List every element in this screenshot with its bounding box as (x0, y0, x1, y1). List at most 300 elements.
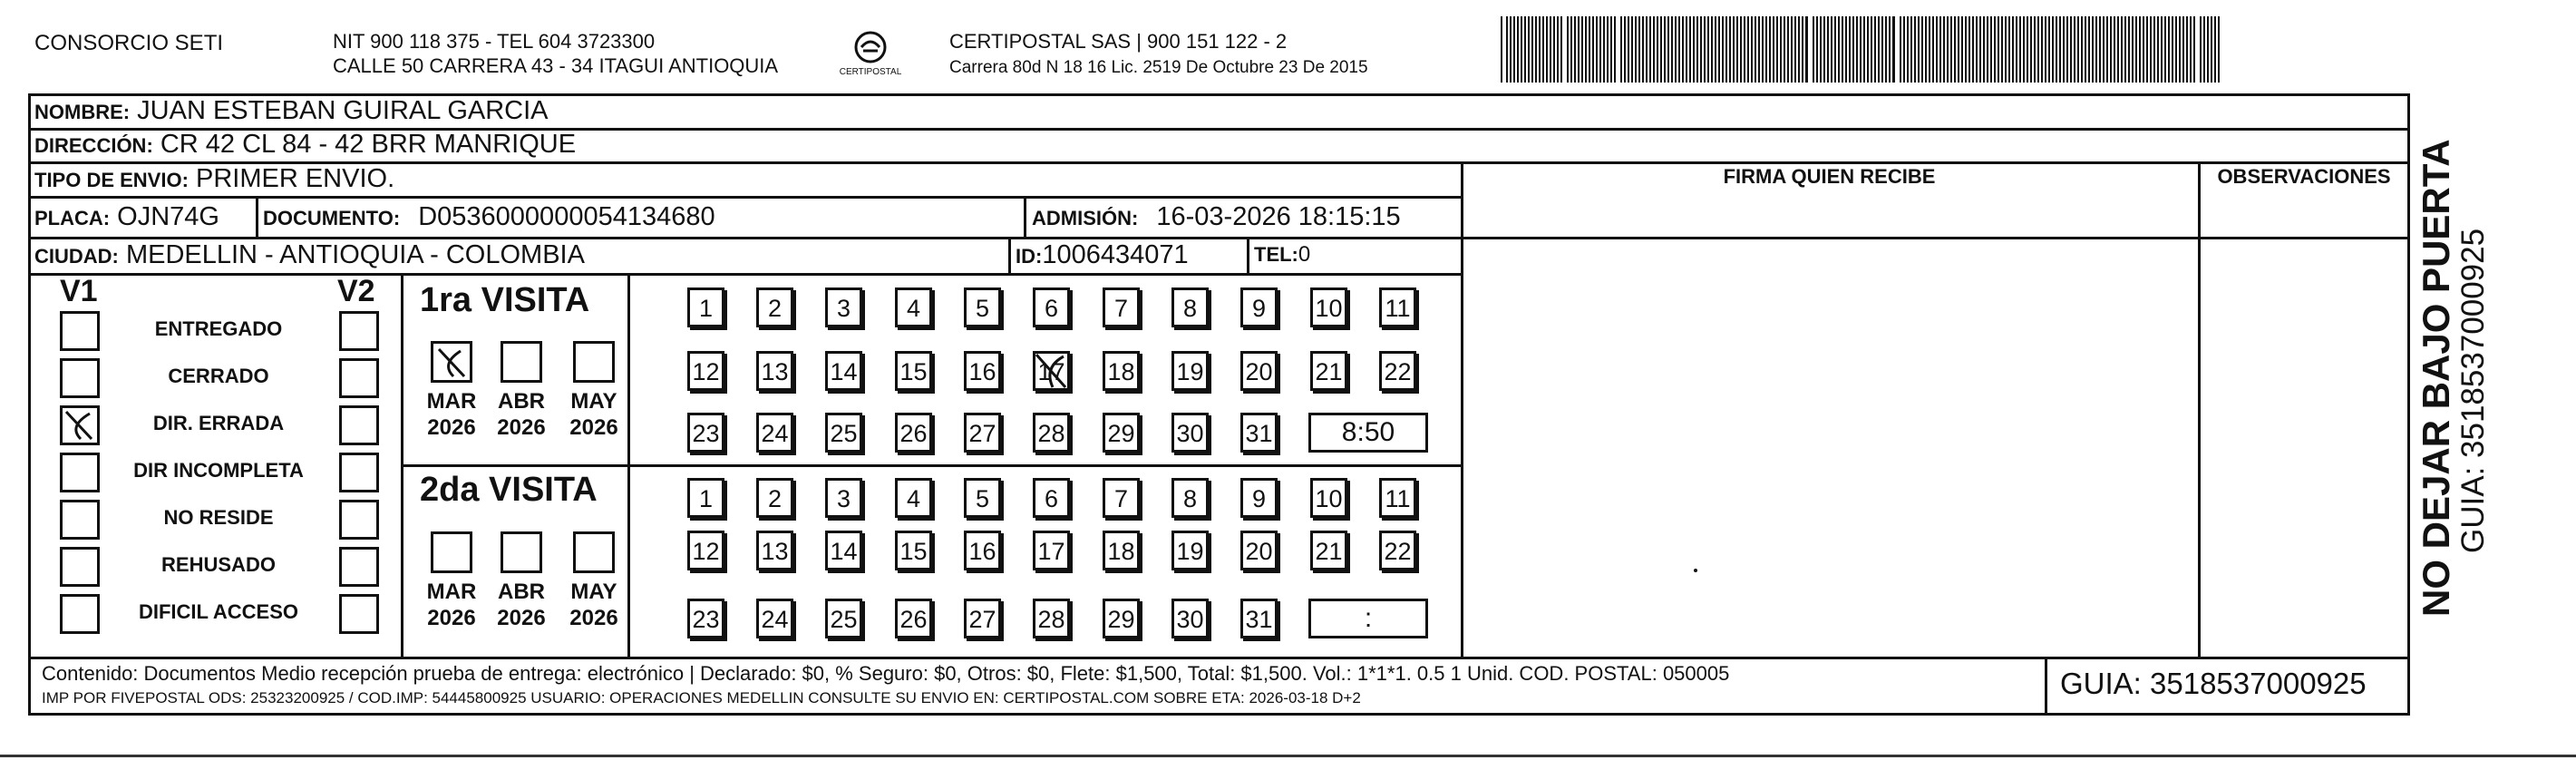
barcode-bar (2211, 16, 2212, 83)
v1-checkbox[interactable] (60, 311, 100, 351)
direccion-field: DIRECCIÓN: CR 42 CL 84 - 42 BRR MANRIQUE (34, 130, 577, 159)
address-line: CALLE 50 CARRERA 43 - 34 ITAGUI ANTIOQUIA (333, 54, 779, 77)
status-label: ENTREGADO (154, 317, 283, 340)
barcode-bar (2085, 16, 2086, 83)
barcode-bar (1642, 16, 1644, 83)
first-visit-title: 1ra VISITA (420, 281, 590, 319)
v2-checkbox[interactable] (339, 358, 379, 398)
barcode-bar (1842, 16, 1843, 83)
barcode-bar (1784, 16, 1785, 83)
barcode-bar (2023, 16, 2025, 83)
barcode-bar (1755, 16, 1756, 83)
day-box[interactable]: 18 (1103, 531, 1140, 570)
v1-header: V1 (60, 274, 98, 308)
barcode-bar (1787, 16, 1789, 83)
v2-checkbox[interactable] (339, 547, 379, 587)
barcode-bar (1845, 16, 1847, 83)
barcode-bar (2121, 16, 2123, 83)
nombre-field: NOMBRE: JUAN ESTEBAN GUIRAL GARCIA (34, 96, 549, 125)
barcode-bar (1939, 16, 1941, 83)
carrier-name: CERTIPOSTAL SAS | 900 151 122 - 2 (949, 30, 1288, 53)
barcode-bar (1921, 16, 1923, 83)
barcode-bar (1867, 16, 1869, 83)
barcode-bar (2099, 16, 2101, 83)
barcode-bar (2135, 16, 2137, 83)
barcode-bar (1567, 16, 1569, 83)
day-box[interactable]: 25 (825, 413, 862, 453)
day-box[interactable]: 17 (1033, 531, 1070, 570)
barcode-bar (1528, 16, 1530, 83)
barcode-bar (2143, 16, 2144, 83)
barcode-bar (1769, 16, 1771, 83)
v1-checkbox[interactable] (60, 358, 100, 398)
check-mark-icon (433, 344, 470, 380)
side-guia: GUIA: 3518537000925 (2455, 228, 2491, 553)
day-box[interactable]: 20 (1240, 531, 1278, 570)
barcode-bar (1965, 16, 1967, 83)
barcode-bar (2008, 16, 2010, 83)
barcode-bar (1900, 16, 1901, 83)
bottom-rule (0, 755, 2576, 757)
barcode-bar (2186, 16, 2188, 83)
barcode-bar (1510, 16, 1512, 83)
barcode-bar (2052, 16, 2054, 83)
barcode-bar (2027, 16, 2028, 83)
day-box[interactable]: 30 (1171, 599, 1209, 638)
imp-line: IMP POR FIVEPOSTAL ODS: 25323200925 / COD.IMP: 54445800925 USUARIO: OPERACIONES MEDELLIN CONSULTE SU ENVIO EN: CERTIPOSTAL.COM SOBRE ETA: 2026-03-18 D+2 (42, 689, 1361, 706)
barcode-bar (2074, 16, 2075, 83)
month-label: ABR 2026 (497, 580, 546, 630)
barcode-bar (1998, 16, 1999, 83)
v1-checkbox[interactable] (60, 547, 100, 587)
barcode-bar (1794, 16, 1796, 83)
barcode-bar (1863, 16, 1865, 83)
day-box[interactable]: 5 (964, 287, 1001, 327)
day-box[interactable]: 18 (1103, 351, 1140, 391)
status-label: NO RESIDE (163, 506, 274, 529)
barcode-bar (1631, 16, 1633, 83)
v2-checkbox[interactable] (339, 311, 379, 351)
barcode-bar (2128, 16, 2130, 83)
barcode-bar (1947, 16, 1949, 83)
barcode-bar (1693, 16, 1695, 83)
barcode-bar (1649, 16, 1651, 83)
barcode-bar (1798, 16, 1800, 83)
day-box[interactable]: 14 (825, 351, 862, 391)
month-checkbox[interactable] (431, 531, 472, 573)
barcode-bar (1531, 16, 1533, 83)
barcode-bar (2139, 16, 2141, 83)
day-box[interactable]: 22 (1379, 351, 1416, 391)
barcode-bar (1560, 16, 1562, 83)
barcode-bar (1950, 16, 1952, 83)
day-box[interactable]: 21 (1310, 351, 1347, 391)
barcode-bar (1910, 16, 1912, 83)
barcode-bar (1892, 16, 1895, 83)
barcode-bar (1733, 16, 1735, 83)
barcode-bar (2172, 16, 2173, 83)
barcode-bar (1961, 16, 1963, 83)
day-box[interactable]: 20 (1240, 351, 1278, 391)
barcode-bar (1585, 16, 1587, 83)
day-box[interactable]: 24 (756, 413, 793, 453)
day-box[interactable]: 26 (895, 599, 932, 638)
barcode-bar (1689, 16, 1691, 83)
barcode-bar (2182, 16, 2184, 83)
v1-checkbox[interactable] (60, 453, 100, 492)
barcode-bar (1903, 16, 1905, 83)
month-checkbox[interactable] (573, 341, 615, 383)
day-box[interactable]: 14 (825, 531, 862, 570)
signature-dot (1694, 569, 1697, 572)
barcode-bar (2164, 16, 2166, 83)
barcode-bar (1773, 16, 1774, 83)
day-box[interactable]: 28 (1033, 599, 1070, 638)
barcode-bar (1678, 16, 1680, 83)
v2-checkbox[interactable] (339, 405, 379, 445)
barcode-bar (1517, 16, 1519, 83)
barcode-bar (2106, 16, 2108, 83)
barcode-bar (1929, 16, 1930, 83)
barcode-bar (2179, 16, 2181, 83)
barcode-bar (1972, 16, 1974, 83)
barcode-bar (1635, 16, 1637, 83)
signature-area[interactable] (1464, 196, 2195, 654)
barcode-bar (2063, 16, 2065, 83)
barcode-bar (1820, 16, 1822, 83)
day-box[interactable]: 24 (756, 599, 793, 638)
barcode-bar (1765, 16, 1767, 83)
barcode-bar (1852, 16, 1854, 83)
barcode-bar (1624, 16, 1626, 83)
barcode-bar (1667, 16, 1669, 83)
v2-header: V2 (337, 274, 375, 308)
barcode-bar (2092, 16, 2094, 83)
barcode-bar (2114, 16, 2115, 83)
day-box[interactable]: 8 (1171, 287, 1209, 327)
barcode-bar (1696, 16, 1698, 83)
day-box[interactable]: 7 (1103, 478, 1140, 518)
barcode-bar (1979, 16, 1981, 83)
check-mark-icon (63, 408, 97, 443)
day-box[interactable]: 16 (964, 351, 1001, 391)
barcode-bar (2066, 16, 2068, 83)
barcode-bar (1889, 16, 1891, 83)
barcode-bar (1550, 16, 1551, 83)
barcode-bar (1943, 16, 1945, 83)
ciudad-field: CIUDAD: MEDELLIN - ANTIOQUIA - COLOMBIA (34, 240, 585, 269)
barcode-bar (1513, 16, 1515, 83)
day-box[interactable]: 27 (964, 413, 1001, 453)
day-box[interactable]: 12 (687, 351, 724, 391)
day-box[interactable]: 7 (1103, 287, 1140, 327)
barcode-bar (1740, 16, 1742, 83)
barcode-bar (1539, 16, 1541, 83)
barcode-bar (1607, 16, 1609, 83)
documento-field: DOCUMENTO: D0536000000054134680 (263, 202, 715, 231)
barcode-bar (1596, 16, 1598, 83)
barcode-bar (2103, 16, 2105, 83)
day-box[interactable]: 31 (1240, 413, 1278, 453)
barcode-bar (1914, 16, 1916, 83)
day-box[interactable]: 29 (1103, 413, 1140, 453)
barcode-bar (1936, 16, 1938, 83)
day-box[interactable]: 19 (1171, 351, 1209, 391)
barcode-bar (1620, 16, 1622, 83)
barcode-bar (1990, 16, 1992, 83)
barcode-bar (1664, 16, 1666, 83)
barcode-bar (1860, 16, 1862, 83)
nit-line: NIT 900 118 375 - TEL 604 3723300 (333, 30, 656, 53)
barcode-bar (2175, 16, 2177, 83)
barcode-bar (2041, 16, 2043, 83)
day-box[interactable]: 17 (1033, 351, 1070, 391)
day-box[interactable]: 23 (687, 413, 724, 453)
carrier-address: Carrera 80d N 18 16 Lic. 2519 De Octubre 23 De 2015 (949, 58, 1368, 77)
day-box[interactable]: 27 (964, 599, 1001, 638)
time-box[interactable]: : (1308, 599, 1428, 638)
status-label: DIR. ERRADA (152, 412, 285, 434)
id-field: ID:1006434071 (1016, 240, 1189, 269)
firma-header: FIRMA QUIEN RECIBE (1723, 165, 1936, 188)
barcode-bar (1546, 16, 1548, 83)
barcode-bar (1968, 16, 1970, 83)
barcode-bar (2153, 16, 2155, 83)
barcode-bar (1885, 16, 1887, 83)
barcode-bar (2110, 16, 2112, 83)
admision-field: ADMISIÓN: 16-03-2026 18:15:15 (1032, 202, 1401, 231)
barcode-bar (1506, 16, 1508, 83)
barcode-bar (1614, 16, 1616, 83)
barcode-bar (1776, 16, 1778, 83)
barcode-bar (1722, 16, 1724, 83)
day-box[interactable]: 25 (825, 599, 862, 638)
status-label: DIR INCOMPLETA (133, 459, 304, 482)
day-box[interactable]: 12 (687, 531, 724, 570)
day-box[interactable]: 2 (756, 478, 793, 518)
day-box[interactable]: 16 (964, 531, 1001, 570)
month-label: MAY 2026 (569, 580, 618, 630)
barcode-bar (1524, 16, 1526, 83)
day-box[interactable]: 23 (687, 599, 724, 638)
month-checkbox[interactable] (431, 341, 472, 383)
barcode-bar (1570, 16, 1572, 83)
day-box[interactable]: 6 (1033, 478, 1070, 518)
barcode-bar (2157, 16, 2159, 83)
month-label: MAY 2026 (569, 389, 618, 440)
barcode (1501, 0, 2226, 91)
barcode-bar (1718, 16, 1720, 83)
day-box[interactable]: 28 (1033, 413, 1070, 453)
barcode-bar (1813, 16, 1814, 83)
barcode-bar (1976, 16, 1978, 83)
barcode-bar (2218, 16, 2220, 83)
observations-area[interactable] (2202, 196, 2406, 654)
barcode-bar (1954, 16, 1956, 83)
barcode-bar (1918, 16, 1920, 83)
barcode-bar (1707, 16, 1709, 83)
month-label: MAR 2026 (426, 580, 477, 630)
placa-field: PLACA: OJN74G (34, 202, 219, 231)
barcode-bar (1638, 16, 1640, 83)
second-visit-title: 2da VISITA (420, 471, 598, 509)
contenido-line: Contenido: Documentos Medio recepción prueba de entrega: electrónico | Declarado: $0, % Seguro: $0, Otros: $0, Flete: $1,500, Total: $1,500. Vol.: 1*1*1. 0.5 1 Unid. COD. POSTAL: 050005 (42, 662, 1730, 685)
v2-checkbox[interactable] (339, 453, 379, 492)
day-box[interactable]: 4 (895, 287, 932, 327)
v1-checkbox[interactable] (60, 405, 100, 445)
day-box[interactable]: 22 (1379, 531, 1416, 570)
barcode-bar (1574, 16, 1576, 83)
barcode-bar (1994, 16, 1996, 83)
day-box[interactable]: 15 (895, 531, 932, 570)
day-box[interactable]: 9 (1240, 287, 1278, 327)
barcode-bar (1603, 16, 1605, 83)
barcode-bar (1827, 16, 1829, 83)
day-box[interactable]: 1 (687, 287, 724, 327)
barcode-bar (1762, 16, 1764, 83)
barcode-bar (2161, 16, 2163, 83)
day-box[interactable]: 11 (1379, 287, 1416, 327)
barcode-bar (1542, 16, 1544, 83)
barcode-bar (1729, 16, 1731, 83)
barcode-bar (1878, 16, 1880, 83)
barcode-bar (1881, 16, 1883, 83)
barcode-bar (2081, 16, 2083, 83)
barcode-bar (1958, 16, 1959, 83)
barcode-bar (2207, 16, 2209, 83)
barcode-bar (1791, 16, 1793, 83)
barcode-bar (1599, 16, 1601, 83)
barcode-bar (1736, 16, 1738, 83)
barcode-bar (1660, 16, 1662, 83)
barcode-bar (2117, 16, 2119, 83)
day-box[interactable]: 21 (1310, 531, 1347, 570)
barcode-bar (1744, 16, 1745, 83)
day-box[interactable]: 31 (1240, 599, 1278, 638)
v1-checkbox[interactable] (60, 500, 100, 540)
day-box[interactable]: 19 (1171, 531, 1209, 570)
barcode-bar (1751, 16, 1753, 83)
v2-checkbox[interactable] (339, 594, 379, 634)
day-box[interactable]: 26 (895, 413, 932, 453)
barcode-bar (1747, 16, 1749, 83)
day-box[interactable]: 3 (825, 287, 862, 327)
barcode-bar (1932, 16, 1934, 83)
footer-guia: GUIA: 3518537000925 (2060, 667, 2367, 700)
barcode-bar (1758, 16, 1760, 83)
month-checkbox[interactable] (501, 531, 542, 573)
side-warning: NO DEJAR BAJO PUERTA (2415, 139, 2457, 617)
day-box[interactable]: 11 (1379, 478, 1416, 518)
logo-text: CERTIPOSTAL (839, 67, 902, 77)
month-label: MAR 2026 (426, 389, 477, 440)
barcode-bar (1780, 16, 1782, 83)
day-box[interactable]: 8 (1171, 478, 1209, 518)
day-box[interactable]: 4 (895, 478, 932, 518)
tipo-envio-field: TIPO DE ENVIO: PRIMER ENVIO. (34, 164, 395, 193)
day-box[interactable]: 13 (756, 351, 793, 391)
month-label: ABR 2026 (497, 389, 546, 440)
status-label: REHUSADO (161, 553, 276, 576)
barcode-bar (1557, 16, 1559, 83)
barcode-bar (2030, 16, 2032, 83)
barcode-bar (2132, 16, 2134, 83)
barcode-bar (1610, 16, 1612, 83)
day-box[interactable]: 6 (1033, 287, 1070, 327)
barcode-bar (1535, 16, 1537, 83)
barcode-bar (1802, 16, 1803, 83)
barcode-bar (2056, 16, 2057, 83)
barcode-bar (2088, 16, 2090, 83)
barcode-bar (1711, 16, 1713, 83)
barcode-bar (1725, 16, 1727, 83)
barcode-bar (1578, 16, 1580, 83)
barcode-bar (2005, 16, 2007, 83)
status-label: CERRADO (168, 365, 269, 387)
barcode-bar (2190, 16, 2192, 83)
day-box[interactable]: 9 (1240, 478, 1278, 518)
v1-checkbox[interactable] (60, 594, 100, 634)
barcode-bar (2200, 16, 2202, 83)
day-box[interactable]: 30 (1171, 413, 1209, 453)
barcode-bar (2077, 16, 2079, 83)
barcode-bar (1592, 16, 1594, 83)
barcode-bar (2146, 16, 2148, 83)
day-box[interactable]: 3 (825, 478, 862, 518)
month-checkbox[interactable] (573, 531, 615, 573)
day-box[interactable]: 10 (1310, 287, 1347, 327)
observaciones-header: OBSERVACIONES (2217, 165, 2391, 188)
barcode-bar (2019, 16, 2021, 83)
barcode-bar (1628, 16, 1629, 83)
barcode-bar (2012, 16, 2014, 83)
barcode-bar (1671, 16, 1673, 83)
barcode-bar (1838, 16, 1840, 83)
barcode-bar (2193, 16, 2195, 83)
day-box[interactable]: 10 (1310, 478, 1347, 518)
barcode-bar (2214, 16, 2216, 83)
barcode-bar (1715, 16, 1716, 83)
barcode-bar (1589, 16, 1590, 83)
barcode-bar (2124, 16, 2126, 83)
barcode-bar (1657, 16, 1658, 83)
v2-checkbox[interactable] (339, 500, 379, 540)
day-box[interactable]: 1 (687, 478, 724, 518)
day-check-mark-icon (1033, 351, 1070, 391)
time-box[interactable]: 8:50 (1308, 413, 1428, 453)
barcode-bar (2045, 16, 2046, 83)
barcode-bar (1653, 16, 1655, 83)
day-box[interactable]: 5 (964, 478, 1001, 518)
barcode-bar (2001, 16, 2003, 83)
barcode-bar (1646, 16, 1648, 83)
barcode-bar (1925, 16, 1927, 83)
day-box[interactable]: 13 (756, 531, 793, 570)
day-box[interactable]: 29 (1103, 599, 1140, 638)
tel-field: TEL:0 (1254, 242, 1311, 267)
day-box[interactable]: 15 (895, 351, 932, 391)
barcode-bar (1987, 16, 1988, 83)
month-checkbox[interactable] (501, 341, 542, 383)
barcode-bar (2095, 16, 2097, 83)
barcode-bar (1553, 16, 1555, 83)
barcode-bar (1805, 16, 1808, 83)
barcode-bar (2150, 16, 2152, 83)
day-box[interactable]: 2 (756, 287, 793, 327)
barcode-bar (1521, 16, 1522, 83)
barcode-bar (1907, 16, 1909, 83)
barcode-bar (2070, 16, 2072, 83)
